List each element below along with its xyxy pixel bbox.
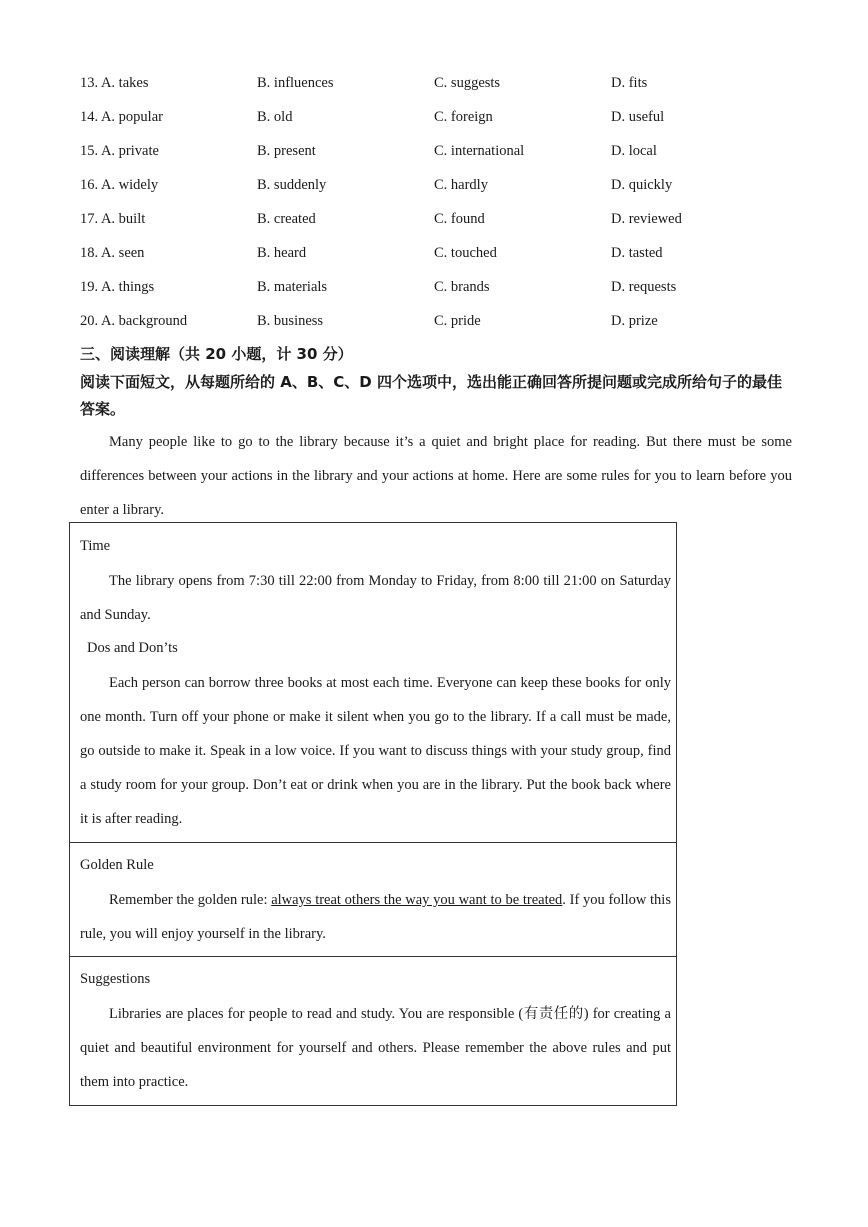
option-d: D. local <box>611 143 657 159</box>
golden-rule-after: . If you follow this rule, you will enjoy yourself in the library. <box>80 892 671 942</box>
golden-rule-before: Remember the golden rule: <box>109 892 272 908</box>
dos-donts-title: Dos and Don’ts <box>87 640 178 656</box>
option-a: 18. A. seen <box>80 245 145 261</box>
option-b: B. present <box>257 143 316 159</box>
option-a: 14. A. popular <box>80 109 163 125</box>
rules-cell-time-dos <box>70 523 676 843</box>
option-b: B. old <box>257 109 293 125</box>
option-b: B. influences <box>257 75 334 91</box>
suggestions-title: Suggestions <box>80 971 151 987</box>
option-a: 19. A. things <box>80 279 155 295</box>
rules-cell-suggestions <box>70 956 676 1105</box>
option-a: 17. A. built <box>80 211 146 227</box>
section-heading: 三、阅读理解（共 20 小题，计 30 分） <box>80 345 353 363</box>
golden-rule-title: Golden Rule <box>80 857 154 873</box>
option-b: B. suddenly <box>257 177 327 193</box>
dos-donts-body <box>80 666 671 836</box>
option-b: B. materials <box>257 279 328 295</box>
time-text: The library opens from 7:30 till 22:00 from Monday to Friday, from 8:00 till 21:00 on Saturday and Sunday. <box>80 573 671 623</box>
time-body <box>80 564 671 632</box>
option-c: C. pride <box>434 313 481 329</box>
option-a: 16. A. widely <box>80 177 159 193</box>
option-d: D. tasted <box>611 245 663 261</box>
option-d: D. useful <box>611 109 665 125</box>
option-d: D. fits <box>611 75 648 91</box>
option-c: C. international <box>434 143 525 159</box>
option-b: B. business <box>257 313 324 329</box>
option-d: D. reviewed <box>611 211 682 227</box>
option-a: 20. A. background <box>80 313 188 329</box>
option-c: C. suggests <box>434 75 501 91</box>
suggestions-body <box>80 997 671 1099</box>
option-b: B. created <box>257 211 316 227</box>
option-c: C. hardly <box>434 177 488 193</box>
golden-rule-underlined: always treat others the way you want to be treated <box>271 892 563 908</box>
intro-paragraph <box>80 425 792 527</box>
option-d: D. requests <box>611 279 677 295</box>
option-d: D. prize <box>611 313 658 329</box>
option-c: C. touched <box>434 245 497 261</box>
option-b: B. heard <box>257 245 307 261</box>
rules-cell-golden <box>70 842 676 957</box>
option-c: C. brands <box>434 279 490 295</box>
intro-text: Many people like to go to the library because it’s a quiet and bright place for reading. But there must be some differences between your actions in the library and your actions at home. Here are some rules for you to learn before you enter a library. <box>80 434 792 518</box>
time-title: Time <box>80 538 111 554</box>
suggestions-text: Libraries are places for people to read and study. You are responsible (有责任的) for creating a quiet and beautiful environment for yourself and others. Please remember the above rules and put them into practice. <box>80 1006 671 1090</box>
library-rules-box <box>69 522 677 1106</box>
section-instruction: 阅读下面短文，从每题所给的 A、B、C、D 四个选项中，选出能正确回答所提问题或完成所给句子的最佳答案。 <box>80 373 782 418</box>
option-a: 15. A. private <box>80 143 159 159</box>
option-d: D. quickly <box>611 177 673 193</box>
dos-donts-text: Each person can borrow three books at most each time. Everyone can keep these books for only one month. Turn off your phone or make it silent when you go to the library. If a call must be made, go outside to make it. Speak in a low voice. If you want to discuss things with your study group, find a study room for your group. Don’t eat or drink when you are in the library. Put the book back where it is after reading. <box>80 675 671 827</box>
option-c: C. found <box>434 211 485 227</box>
option-c: C. foreign <box>434 109 493 125</box>
golden-rule-body <box>80 883 671 951</box>
option-a: 13. A. takes <box>80 75 149 91</box>
